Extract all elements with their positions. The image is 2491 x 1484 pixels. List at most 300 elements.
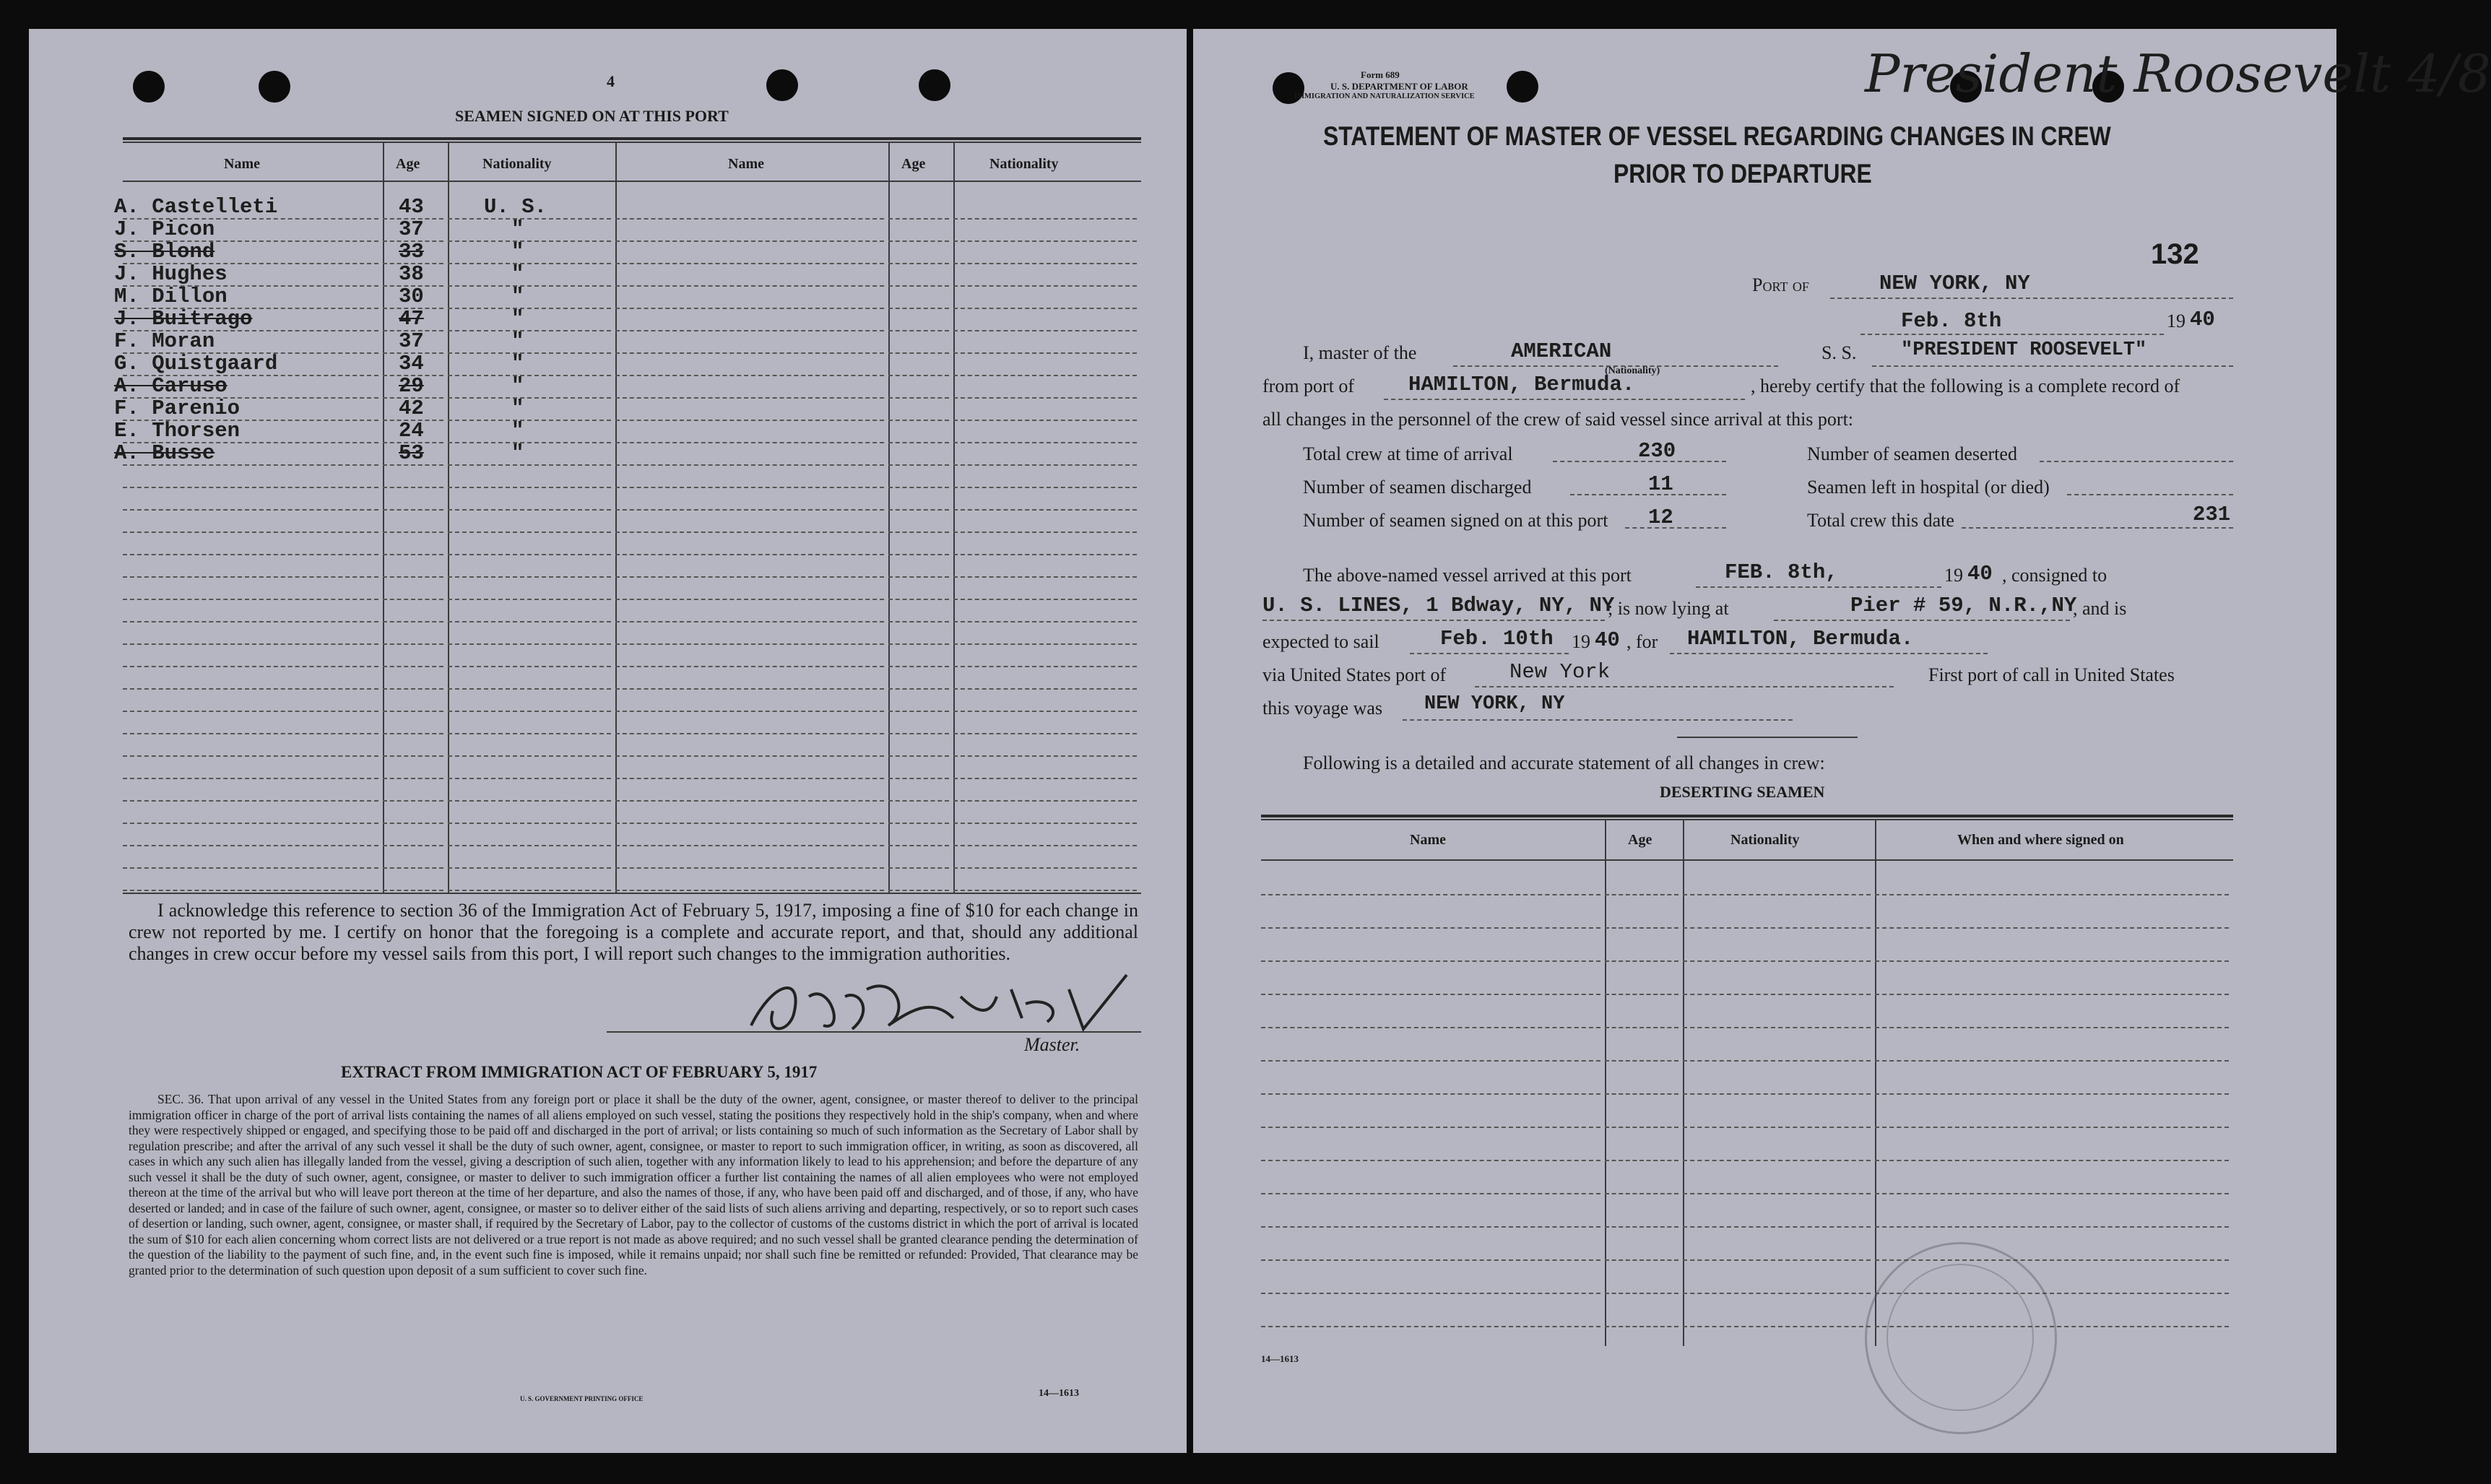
row-guide-line — [888, 218, 949, 220]
row-guide-line — [1605, 1326, 1678, 1327]
row-guide-line — [123, 509, 378, 511]
row-guide-line — [1683, 894, 1871, 895]
row-guide-line — [615, 711, 884, 712]
row-guide-line — [448, 666, 611, 667]
nationality-value: AMERICAN — [1511, 339, 1612, 363]
row-guide-line — [1261, 1093, 1600, 1095]
row-guide-line — [615, 397, 884, 399]
row-guide-line — [888, 688, 949, 690]
row-guide-line — [953, 464, 1137, 466]
row-guide-line — [615, 800, 884, 802]
row-guide-line — [888, 330, 949, 331]
row-guide-line — [888, 375, 949, 376]
handwritten-note: President Roosevelt 4/8 — [1865, 43, 2491, 104]
punch-hole — [259, 71, 290, 103]
row-guide-line — [123, 531, 378, 533]
row-guide-line — [953, 800, 1137, 802]
row-guide-line — [448, 867, 611, 869]
row-guide-line — [888, 397, 949, 399]
row-guide-line — [1261, 994, 1600, 995]
row-guide-line — [953, 755, 1137, 757]
row-guide-line — [615, 240, 884, 242]
row-guide-line — [1261, 1193, 1600, 1194]
row-guide-line — [448, 509, 611, 511]
row-guide-line — [123, 733, 378, 734]
row-guide-line — [615, 375, 884, 376]
row-guide-line — [1605, 960, 1678, 962]
row-guide-line — [448, 308, 611, 309]
acknowledgement-text: I acknowledge this reference to section 36 of the Immigration Act of February 5, 1917, imposing a fine of $10 for each change in crew not reported by me. I certify on honor that the foregoing is a complete and accurate report, and that, should any additional changes in crew occur before my vessel sails from this port, I will report such changes to the immigration authorities. — [129, 900, 1138, 964]
statement-title: STATEMENT OF MASTER OF VESSEL REGARDING CHANGES IN CREW — [1323, 121, 2111, 151]
row-guide-line — [615, 643, 884, 645]
row-guide-line — [383, 509, 443, 511]
row-guide-line — [953, 890, 1137, 891]
row-guide-line — [615, 755, 884, 757]
row-guide-line — [888, 308, 949, 309]
right-page — [1193, 29, 2491, 1453]
from-port-label: from port of — [1262, 376, 1355, 396]
row-guide-line — [615, 890, 884, 891]
seaman-age: 29 — [399, 374, 424, 398]
seaman-age: 30 — [399, 285, 424, 308]
row-guide-line — [383, 800, 443, 802]
row-guide-line — [615, 352, 884, 354]
seaman-name-struck: J. Buitrago — [114, 307, 253, 331]
row-guide-line — [383, 823, 443, 824]
row-guide-line — [448, 285, 611, 287]
row-guide-line — [953, 509, 1137, 511]
seaman-name: E. Thorsen — [114, 419, 241, 443]
row-guide-line — [1683, 1027, 1871, 1028]
row-guide-line — [123, 867, 378, 869]
row-guide-line — [1683, 1060, 1871, 1062]
row-guide-line — [615, 263, 884, 264]
row-guide-line — [1683, 960, 1871, 962]
row-guide-line — [383, 755, 443, 757]
row-guide-line — [888, 554, 949, 555]
seaman-age: 33 — [399, 240, 424, 264]
row-guide-line — [615, 285, 884, 287]
row-guide-line — [1261, 1027, 1600, 1028]
row-guide-line — [448, 800, 611, 802]
row-guide-line — [1605, 1259, 1678, 1261]
seaman-name-struck: A. Caruso — [114, 374, 228, 398]
row-guide-line — [448, 263, 611, 264]
row-guide-line — [1261, 960, 1600, 962]
row-guide-line — [1683, 1226, 1871, 1228]
row-guide-line — [615, 621, 884, 622]
row-guide-line — [448, 755, 611, 757]
seaman-age: 53 — [399, 441, 424, 465]
row-guide-line — [1261, 1127, 1600, 1128]
consignee: U. S. LINES, 1 Bdway, NY, NY — [1262, 594, 1615, 617]
row-guide-line — [953, 711, 1137, 712]
row-guide-line — [448, 733, 611, 734]
seaman-nationality: " — [511, 352, 524, 376]
row-guide-line — [123, 823, 378, 824]
row-guide-line — [1261, 1226, 1600, 1228]
seaman-nationality: " — [511, 441, 524, 465]
row-guide-line — [1605, 1093, 1678, 1095]
page-number: 4 — [607, 72, 615, 90]
first-port-label: First port of call in United States — [1928, 664, 2175, 685]
row-guide-line — [615, 509, 884, 511]
year-prefix: 19 — [1572, 631, 1590, 652]
row-guide-line — [888, 845, 949, 846]
seaman-name: A. Castelleti — [114, 195, 278, 219]
row-guide-line — [448, 599, 611, 600]
row-guide-line — [448, 576, 611, 578]
row-guide-line — [1683, 1293, 1871, 1294]
row-guide-line — [615, 867, 884, 869]
row-guide-line — [953, 442, 1137, 443]
row-guide-line — [1605, 1060, 1678, 1062]
row-guide-line — [615, 576, 884, 578]
row-guide-line — [953, 845, 1137, 846]
row-guide-line — [123, 621, 378, 622]
row-guide-line — [1605, 994, 1678, 995]
date-value: Feb. 8th — [1901, 309, 2002, 333]
row-guide-line — [615, 330, 884, 331]
seaman-age: 38 — [399, 262, 424, 286]
row-guide-line — [123, 800, 378, 802]
desert-col-age: Age — [1628, 832, 1652, 848]
port-label: Port of — [1752, 274, 1809, 295]
row-guide-line — [953, 554, 1137, 555]
destination: HAMILTON, Bermuda. — [1687, 627, 1914, 651]
total-date-label: Total crew this date — [1807, 510, 1954, 531]
row-guide-line — [615, 823, 884, 824]
row-guide-line — [953, 576, 1137, 578]
consigned-label: , consigned to — [2002, 565, 2107, 586]
row-guide-line — [383, 531, 443, 533]
seaman-age: 34 — [399, 352, 424, 376]
row-guide-line — [448, 397, 611, 399]
via-value: New York — [1509, 660, 1611, 684]
row-guide-line — [383, 867, 443, 869]
desert-col-nationality: Nationality — [1730, 832, 1800, 848]
row-guide-line — [953, 778, 1137, 779]
row-guide-line — [123, 554, 378, 555]
row-guide-line — [888, 733, 949, 734]
row-guide-line — [953, 599, 1137, 600]
seaman-name: F. Moran — [114, 329, 215, 353]
col-header-age-2: Age — [901, 156, 926, 172]
row-guide-line — [953, 352, 1137, 354]
row-guide-line — [1875, 1127, 2229, 1128]
nationality-caption: (Nationality) — [1605, 365, 1660, 376]
seaman-nationality: " — [511, 329, 524, 353]
row-guide-line — [1875, 1027, 2229, 1028]
sail-year: 40 — [1595, 628, 1620, 652]
lying-label: ; is now lying at — [1608, 598, 1729, 619]
sheet-number: 132 — [2151, 238, 2199, 270]
seaman-name: F. Parenio — [114, 396, 241, 420]
row-guide-line — [1605, 1226, 1678, 1228]
row-guide-line — [888, 755, 949, 757]
row-guide-line — [448, 778, 611, 779]
row-guide-line — [123, 487, 378, 488]
row-guide-line — [1875, 894, 2229, 895]
printing-office: U. S. GOVERNMENT PRINTING OFFICE — [520, 1395, 644, 1402]
voyage-value: NEW YORK, NY — [1424, 693, 1565, 715]
arrived-label: The above-named vessel arrived at this port — [1303, 565, 1632, 586]
row-guide-line — [448, 688, 611, 690]
row-guide-line — [888, 778, 949, 779]
row-guide-line — [1261, 1326, 1600, 1327]
row-guide-line — [448, 554, 611, 555]
row-guide-line — [448, 643, 611, 645]
row-guide-line — [615, 599, 884, 600]
row-guide-line — [888, 890, 949, 891]
seaman-nationality: U. S. — [484, 195, 547, 219]
seaman-name-struck: S. Blond — [114, 240, 215, 264]
signed-on-label: Number of seamen signed on at this port — [1303, 510, 1608, 531]
seaman-age: 37 — [399, 217, 424, 241]
row-guide-line — [1683, 927, 1871, 929]
row-guide-line — [383, 599, 443, 600]
row-guide-line — [1605, 1160, 1678, 1161]
seaman-name: G. Quistgaard — [114, 352, 278, 376]
row-guide-line — [888, 800, 949, 802]
row-guide-line — [953, 823, 1137, 824]
year-prefix: 19 — [1944, 565, 1963, 586]
punch-hole — [1507, 71, 1538, 103]
port-value: NEW YORK, NY — [1879, 272, 2030, 295]
row-guide-line — [383, 733, 443, 734]
row-guide-line — [1261, 1259, 1600, 1261]
row-guide-line — [953, 308, 1137, 309]
row-guide-line — [888, 599, 949, 600]
row-guide-line — [888, 285, 949, 287]
total-arrival-value: 230 — [1638, 439, 1676, 463]
row-guide-line — [615, 442, 884, 443]
and-is-label: , and is — [2073, 598, 2127, 619]
row-guide-line — [615, 531, 884, 533]
row-guide-line — [1875, 1160, 2229, 1161]
row-guide-line — [383, 890, 443, 891]
master-label: Master. — [1024, 1034, 1080, 1055]
row-guide-line — [888, 867, 949, 869]
row-guide-line — [1683, 994, 1871, 995]
row-guide-line — [383, 576, 443, 578]
row-guide-line — [383, 688, 443, 690]
row-guide-line — [123, 666, 378, 667]
row-guide-line — [448, 352, 611, 354]
row-guide-line — [615, 845, 884, 846]
row-guide-line — [953, 666, 1137, 667]
col-header-name: Name — [224, 156, 260, 172]
row-guide-line — [1875, 1060, 2229, 1062]
via-label: via United States port of — [1262, 664, 1447, 685]
voyage-label: this voyage was — [1262, 698, 1383, 719]
ss-label: S. S. — [1821, 342, 1857, 363]
seaman-name: M. Dillon — [114, 285, 228, 308]
seaman-nationality: " — [511, 307, 524, 331]
row-guide-line — [448, 621, 611, 622]
row-guide-line — [1605, 894, 1678, 895]
row-guide-line — [383, 711, 443, 712]
punch-hole — [919, 69, 950, 101]
col-header-age: Age — [396, 156, 420, 172]
department: U. S. DEPARTMENT OF LABOR — [1330, 81, 1468, 92]
row-guide-line — [615, 464, 884, 466]
row-guide-line — [953, 531, 1137, 533]
row-guide-line — [1261, 1060, 1600, 1062]
row-guide-line — [123, 688, 378, 690]
signed-on-value: 12 — [1648, 505, 1673, 529]
row-guide-line — [383, 778, 443, 779]
row-guide-line — [1605, 1127, 1678, 1128]
extract-title: EXTRACT FROM IMMIGRATION ACT OF FEBRUARY 5, 1917 — [341, 1063, 818, 1081]
form-number: Form 689 — [1361, 69, 1400, 80]
seaman-nationality: " — [511, 396, 524, 420]
col-header-name-2: Name — [728, 156, 764, 172]
row-guide-line — [123, 711, 378, 712]
row-guide-line — [448, 442, 611, 443]
seaman-nationality: " — [511, 374, 524, 398]
row-guide-line — [383, 487, 443, 488]
form-code: 14—1613 — [1039, 1388, 1079, 1399]
row-guide-line — [1875, 994, 2229, 995]
row-guide-line — [383, 845, 443, 846]
discharged-value: 11 — [1648, 472, 1673, 496]
hospital-label: Seamen left in hospital (or died) — [1807, 477, 2050, 498]
service-name: IMMIGRATION AND NATURALIZATION SERVICE — [1294, 92, 1475, 100]
row-guide-line — [953, 263, 1137, 264]
desert-col-signed-on: When and where signed on — [1957, 832, 2124, 848]
table-bottom-rule — [123, 893, 1141, 894]
row-guide-line — [953, 688, 1137, 690]
row-guide-line — [1605, 1193, 1678, 1194]
year-value: 40 — [2190, 308, 2215, 331]
row-guide-line — [1875, 927, 2229, 929]
deserted-label: Number of seamen deserted — [1807, 443, 2017, 464]
row-guide-line — [1261, 894, 1600, 895]
row-guide-line — [1261, 927, 1600, 929]
total-date-value: 231 — [2193, 503, 2231, 526]
row-guide-line — [953, 240, 1137, 242]
row-guide-line — [953, 330, 1137, 331]
row-guide-line — [888, 823, 949, 824]
row-guide-line — [615, 218, 884, 220]
row-guide-line — [123, 845, 378, 846]
row-guide-line — [615, 308, 884, 309]
seaman-nationality: " — [511, 217, 524, 241]
row-guide-line — [123, 778, 378, 779]
row-guide-line — [448, 464, 611, 466]
following-text: Following is a detailed and accurate statement of all changes in crew: — [1303, 752, 1825, 773]
ship-name: "PRESIDENT ROOSEVELT" — [1901, 339, 2147, 361]
col-header-nationality: Nationality — [482, 156, 552, 172]
from-port-value: HAMILTON, Bermuda. — [1408, 373, 1635, 396]
row-guide-line — [448, 240, 611, 242]
row-guide-line — [888, 442, 949, 443]
row-guide-line — [953, 375, 1137, 376]
master-of-label: I, master of the — [1303, 342, 1417, 363]
section-title: SEAMEN SIGNED ON AT THIS PORT — [455, 107, 729, 125]
lying-value: Pier # 59, N.R.,NY — [1850, 594, 2077, 617]
row-guide-line — [953, 420, 1137, 421]
row-guide-line — [615, 666, 884, 667]
certify-text-2: all changes in the personnel of the crew of said vessel since arrival at this port: — [1262, 409, 1854, 430]
row-guide-line — [1261, 1160, 1600, 1161]
row-guide-line — [123, 890, 378, 891]
row-guide-line — [448, 711, 611, 712]
expected-label: expected to sail — [1262, 631, 1379, 652]
seaman-age: 47 — [399, 307, 424, 331]
row-guide-line — [953, 218, 1137, 220]
row-guide-line — [615, 487, 884, 488]
row-guide-line — [383, 666, 443, 667]
seaman-age: 37 — [399, 329, 424, 353]
row-guide-line — [123, 599, 378, 600]
row-guide-line — [1683, 1193, 1871, 1194]
row-guide-line — [888, 240, 949, 242]
row-guide-line — [123, 755, 378, 757]
row-guide-line — [888, 509, 949, 511]
row-guide-line — [888, 621, 949, 622]
certify-text: , hereby certify that the following is a complete record of — [1751, 376, 2180, 396]
row-guide-line — [1683, 1326, 1871, 1327]
row-guide-line — [888, 352, 949, 354]
col-header-nationality-2: Nationality — [989, 156, 1059, 172]
row-guide-line — [123, 643, 378, 645]
row-guide-line — [615, 733, 884, 734]
row-guide-line — [888, 263, 949, 264]
arrived-year: 40 — [1967, 562, 1993, 586]
year-prefix: 19 — [2167, 311, 2185, 331]
row-guide-line — [1875, 1193, 2229, 1194]
row-guide-line — [888, 643, 949, 645]
row-guide-line — [953, 621, 1137, 622]
row-guide-line — [448, 487, 611, 488]
row-guide-line — [383, 643, 443, 645]
discharged-label: Number of seamen discharged — [1303, 477, 1532, 498]
desert-col-name: Name — [1410, 832, 1446, 848]
row-guide-line — [953, 487, 1137, 488]
row-guide-line — [615, 420, 884, 421]
row-guide-line — [1875, 960, 2229, 962]
seaman-age: 24 — [399, 419, 424, 443]
row-guide-line — [448, 890, 611, 891]
row-guide-line — [123, 576, 378, 578]
row-guide-line — [1605, 1293, 1678, 1294]
seaman-nationality: " — [511, 240, 524, 264]
row-guide-line — [1683, 1259, 1871, 1261]
row-guide-line — [615, 688, 884, 690]
seaman-nationality: " — [511, 285, 524, 308]
row-guide-line — [888, 464, 949, 466]
seaman-name: J. Hughes — [114, 262, 228, 286]
row-guide-line — [448, 420, 611, 421]
deserting-title: DESERTING SEAMEN — [1660, 783, 1825, 801]
form-code: 14—1613 — [1261, 1353, 1299, 1364]
row-guide-line — [888, 576, 949, 578]
row-guide-line — [615, 778, 884, 779]
row-guide-line — [953, 733, 1137, 734]
row-guide-line — [953, 285, 1137, 287]
table-top-rule — [123, 137, 1141, 140]
seaman-age: 43 — [399, 195, 424, 219]
row-guide-line — [888, 487, 949, 488]
left-page — [29, 29, 1187, 1453]
row-guide-line — [1605, 927, 1678, 929]
row-guide-line — [448, 531, 611, 533]
row-guide-line — [953, 397, 1137, 399]
row-guide-line — [1683, 1127, 1871, 1128]
row-guide-line — [448, 845, 611, 846]
